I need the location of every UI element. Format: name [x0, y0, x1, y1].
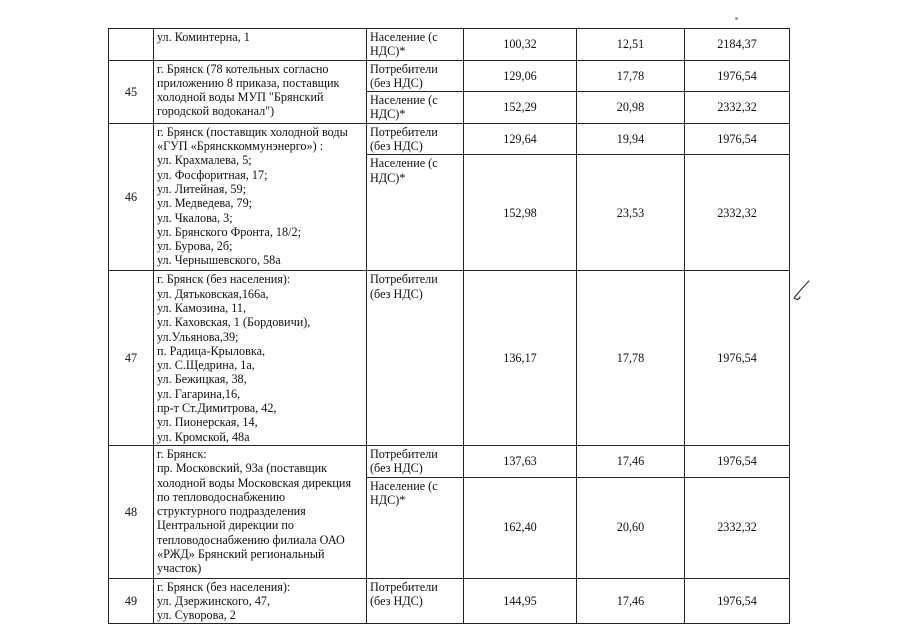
consumer-category-cell — [367, 155, 464, 271]
address-line: ул. Бурова, 2б; — [157, 239, 233, 254]
consumer-category-line: Потребители — [370, 446, 438, 461]
address-line: ул. Пионерская, 14, — [157, 415, 258, 430]
tariff-value-v1: 162,40 — [464, 477, 577, 578]
address-cell — [154, 445, 367, 578]
consumer-category-line: Население (с — [370, 93, 438, 108]
consumer-category-line: Потребители — [370, 124, 438, 139]
consumer-category-line: (без НДС) — [370, 461, 423, 476]
address-cell — [154, 271, 367, 446]
consumer-category-cell — [367, 60, 464, 92]
tariff-value-v2: 23,53 — [577, 155, 685, 271]
address-line: ул. Фосфоритная, 17; — [157, 167, 268, 182]
address-line: ул. Дзержинского, 47, — [157, 593, 271, 608]
address-line: «РЖД» Брянский региональный — [157, 547, 325, 562]
row-number: 49 — [109, 578, 154, 624]
address-line: ул. Медведева, 79; — [157, 196, 253, 211]
consumer-category-cell — [367, 477, 464, 578]
address-cell — [154, 578, 367, 624]
address-line: ул. Каховская, 1 (Бордовичи), — [157, 315, 311, 330]
handwritten-tick-icon — [791, 278, 813, 304]
tariff-value-v1: 144,95 — [464, 578, 577, 624]
address-line: г. Брянск: — [157, 446, 207, 461]
tariff-value-v2: 12,51 — [577, 29, 685, 61]
address-line: ул. Коминтерна, 1 — [157, 30, 250, 44]
consumer-category-cell — [367, 578, 464, 624]
consumer-category-line: Потребители — [370, 579, 438, 594]
address-line: пр. Московский, 93а (поставщик — [157, 461, 328, 476]
address-line: тепловодоснабжению филиала ОАО — [157, 532, 345, 547]
address-line: структурного подразделения — [157, 504, 306, 519]
row-number: 48 — [109, 445, 154, 578]
row-number — [109, 29, 154, 61]
consumer-category-line: Потребители — [370, 272, 438, 287]
address-line: ул. Камозина, 11, — [157, 300, 247, 315]
consumer-category-cell — [367, 271, 464, 446]
address-line: участок) — [157, 561, 202, 576]
consumer-category-line: НДС)* — [370, 44, 406, 59]
address-line: ул. Брянского Фронта, 18/2; — [157, 224, 301, 239]
address-line: ул. Литейная, 59; — [157, 181, 246, 196]
tariff-value-v3: 2332,32 — [685, 477, 790, 578]
tariff-table-body — [109, 29, 790, 624]
row-number: 46 — [109, 123, 154, 271]
address-line: г. Брянск (поставщик холодной воды — [157, 124, 348, 139]
address-line: ул. Кромской, 48а — [157, 429, 250, 444]
consumer-category-line: НДС)* — [370, 492, 406, 507]
tariff-value-v3: 2184,37 — [685, 29, 790, 61]
tariff-value-v3: 2332,32 — [685, 155, 790, 271]
address-line: по тепловодоснабжению — [157, 489, 286, 504]
address-line: городской водоканал") — [157, 104, 275, 119]
consumer-category-cell — [367, 445, 464, 477]
row-number: 45 — [109, 60, 154, 123]
consumer-category-cell — [367, 123, 464, 155]
tariff-value-v2: 20,60 — [577, 477, 685, 578]
consumer-category-line: НДС)* — [370, 107, 406, 122]
consumer-category-line: Население (с — [370, 478, 438, 493]
tariff-value-v1: 152,29 — [464, 92, 577, 124]
consumer-category-line: (без НДС) — [370, 75, 423, 90]
tariff-value-v3: 1976,54 — [685, 60, 790, 92]
table-row — [109, 445, 790, 477]
address-cell — [154, 123, 367, 271]
tariff-value-v1: 129,06 — [464, 60, 577, 92]
consumer-category-line: НДС)* — [370, 170, 406, 185]
scan-speck — [735, 17, 738, 20]
address-cell — [154, 29, 367, 61]
address-line: холодной воды МУП "Брянский — [157, 90, 324, 105]
address-line: п. Радица-Крыловка, — [157, 343, 266, 358]
address-line: холодной воды Московская дирекция — [157, 475, 352, 490]
address-line: ул. Чернышевского, 58а — [157, 253, 281, 268]
address-line: приложению 8 приказа, поставщик — [157, 75, 340, 90]
tariff-value-v2: 17,46 — [577, 578, 685, 624]
address-line: г. Брянск (78 котельных согласно — [157, 61, 329, 76]
consumer-category-cell — [367, 92, 464, 124]
consumer-category-line: (без НДС) — [370, 593, 423, 608]
address-line: пр-т Ст.Димитрова, 42, — [157, 401, 277, 416]
table-row — [109, 29, 790, 61]
tariff-value-v3: 1976,54 — [685, 271, 790, 446]
address-line: ул.Ульянова,39; — [157, 329, 239, 344]
consumer-category-line: (без НДС) — [370, 139, 423, 154]
address-line: «ГУП «Брянсккоммунэнерго») : — [157, 139, 324, 154]
address-line: ул. Крахмалева, 5; — [157, 153, 252, 168]
tariff-value-v2: 20,98 — [577, 92, 685, 124]
tariff-value-v3: 1976,54 — [685, 445, 790, 477]
consumer-category-cell — [367, 29, 464, 61]
tariff-table — [108, 28, 790, 624]
address-cell — [154, 60, 367, 123]
table-row — [109, 60, 790, 92]
tariff-value-v3: 2332,32 — [685, 92, 790, 124]
address-line: г. Брянск (без населения): — [157, 272, 291, 287]
tariff-value-v3: 1976,54 — [685, 578, 790, 624]
tariff-value-v1: 137,63 — [464, 445, 577, 477]
tariff-value-v2: 17,78 — [577, 271, 685, 446]
address-line: г. Брянск (без населения): — [157, 579, 291, 594]
tariff-value-v1: 100,32 — [464, 29, 577, 61]
tariff-value-v1: 129,64 — [464, 123, 577, 155]
row-number: 47 — [109, 271, 154, 446]
address-line: ул. Чкалова, 3; — [157, 210, 233, 225]
address-line: ул. Дятьковская,166а, — [157, 286, 269, 301]
tariff-value-v2: 19,94 — [577, 123, 685, 155]
consumer-category-line: Население (с — [370, 156, 438, 171]
address-line: ул. Бежицкая, 38, — [157, 372, 247, 387]
address-line: ул. С.Щедрина, 1а, — [157, 358, 255, 373]
consumer-category-line: (без НДС) — [370, 286, 423, 301]
table-row — [109, 271, 790, 446]
tariff-value-v2: 17,46 — [577, 445, 685, 477]
tariff-value-v1: 152,98 — [464, 155, 577, 271]
address-line: ул. Суворова, 2 — [157, 608, 236, 623]
address-line: Центральной дирекции по — [157, 518, 295, 533]
table-row — [109, 123, 790, 155]
address-line: ул. Гагарина,16, — [157, 386, 241, 401]
consumer-category-line: Население (с — [370, 30, 438, 44]
table-row — [109, 578, 790, 624]
tariff-value-v1: 136,17 — [464, 271, 577, 446]
consumer-category-line: Потребители — [370, 61, 438, 76]
tariff-value-v3: 1976,54 — [685, 123, 790, 155]
tariff-value-v2: 17,78 — [577, 60, 685, 92]
